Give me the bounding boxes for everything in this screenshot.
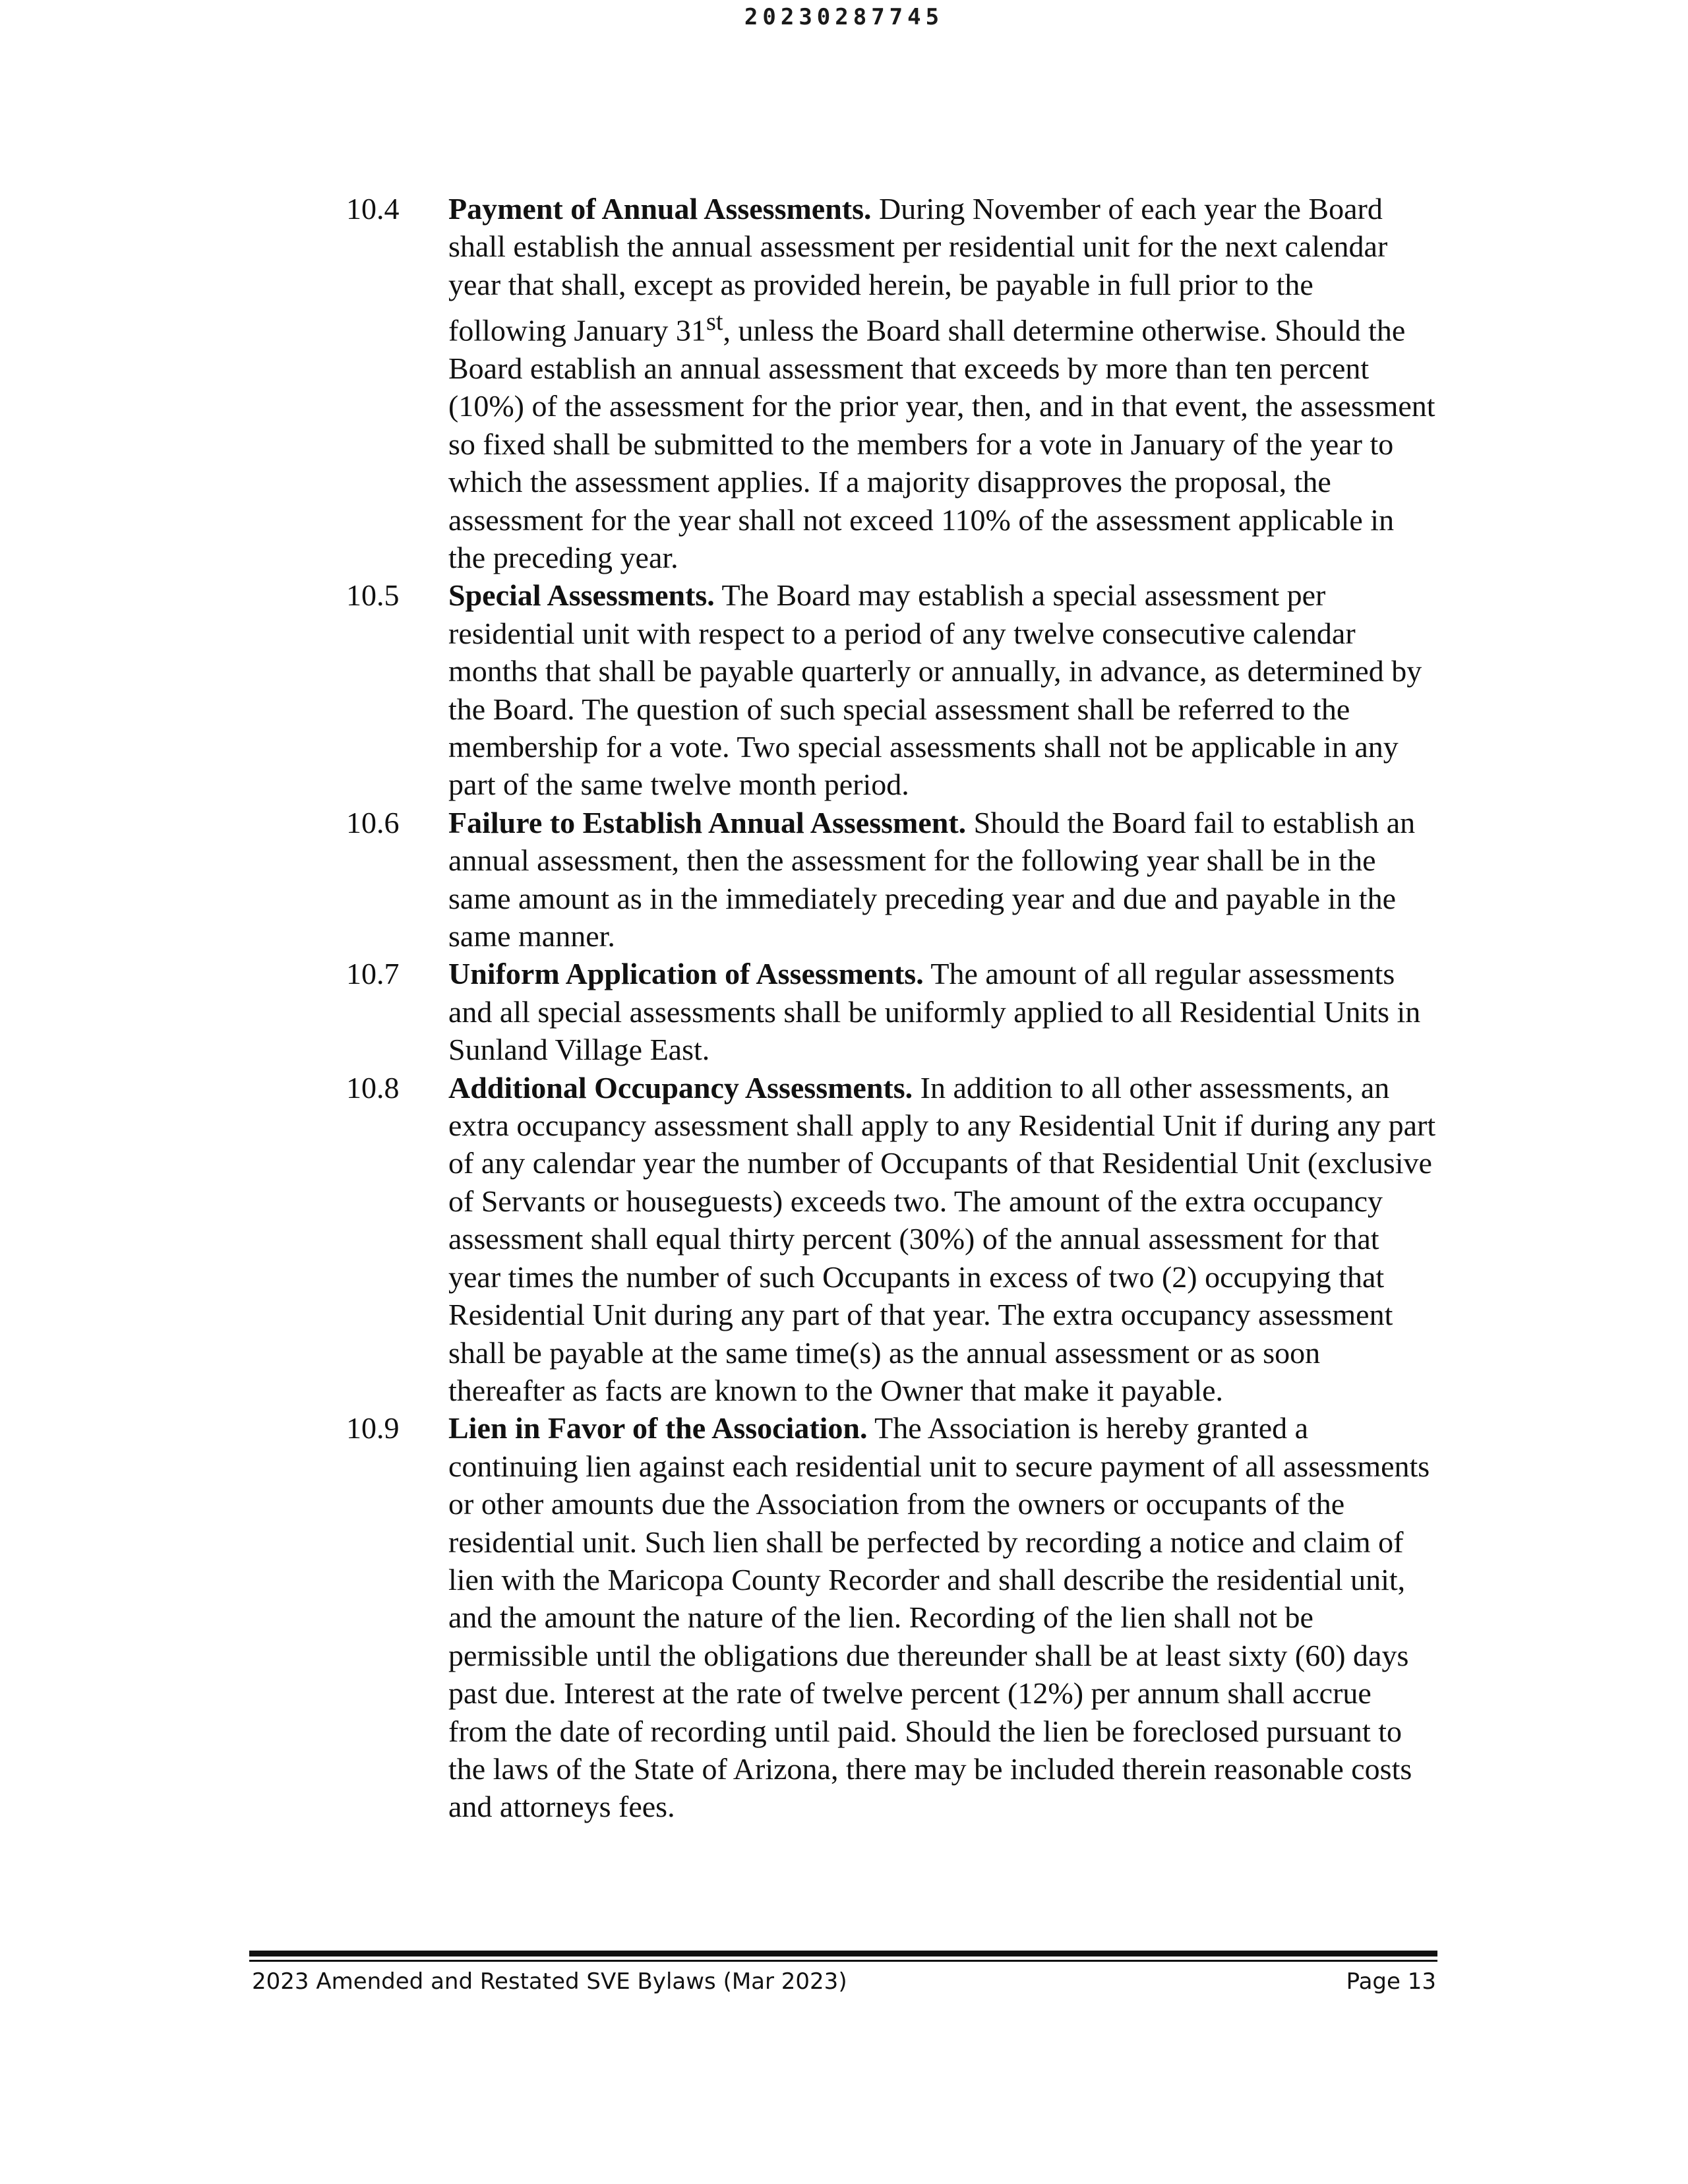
section-text: During November of each year the Board shall establish the annual assessment per residential unit for the next calendar year that shall, except as provided herein, be payable in full prior to the following January 31 [448, 192, 1388, 348]
footer-rule [249, 1951, 1437, 1957]
section-number: 10.6 [346, 805, 400, 839]
section-10-7 [346, 955, 1447, 1068]
bylaw-sections [346, 190, 1447, 1826]
section-number: 10.8 [346, 1070, 400, 1105]
footer-rule-thin [249, 1960, 1437, 1962]
section-title: Additional Occupancy Assessments. [448, 1070, 913, 1105]
section-text: The Association is hereby granted a continuing lien against each residential unit to secure payment of all assessments or other amounts due the Association from the owners or occupants of the residential unit. Such lien shall be perfected by recording a notice and claim of lien with the Maricopa County Recorder and shall describe the residential unit, and the amount the nature of the lien. Recording of the lien shall not be permissible until the obligations due thereunder shall be at least sixty (60) days past due. Interest at the rate of twelve percent (12%) per annum shall accrue from the date of recording until paid. Should the lien be foreclosed pursuant to the laws of the State of Arizona, there may be included therein reasonable costs and attorneys fees. [448, 1411, 1430, 1824]
section-body [448, 804, 1437, 956]
section-number: 10.7 [346, 957, 400, 991]
section-title: Payment of Annual Assessments. [448, 192, 872, 226]
section-body [448, 1069, 1437, 1410]
section-text: The Board may establish a special assessment per residential unit with respect to a period of any twelve consecutive calendar months that shall be payable quarterly or annually, in advance, as determined by the Board. The question of such special assessment shall be referred to the membership for a vote. Two special assessments shall not be applicable in any part of the same twelve month period. [448, 578, 1422, 802]
section-title: Failure to Establish Annual Assessment. [448, 805, 967, 839]
footer-document-title: 2023 Amended and Restated SVE Bylaws (Mar 2023) [252, 1968, 847, 1995]
footer-page-number: Page 13 [1346, 1968, 1436, 1995]
section-10-6 [346, 804, 1447, 956]
section-10-8 [346, 1069, 1447, 1410]
section-body [448, 955, 1437, 1068]
section-text: The amount of all regular assessments and all special assessments shall be uniformly applied to all Residential Units in Sunland Village East. [448, 957, 1421, 1067]
section-body [448, 1409, 1437, 1825]
section-text-continued: , unless the Board shall determine otherwise. Should the Board establish an annual assessment that exceeds by more than ten percent (10%) of the assessment for the prior year, then, and in that event, the assessment so fixed shall be submitted to the members for a vote in January of the year to which the assessment applies. If a majority disapproves the proposal, the assessment for the year shall not exceed 110% of the assessment applicable in the preceding year. [448, 313, 1435, 574]
document-number: 20230287745 [744, 4, 944, 30]
section-number: 10.4 [346, 192, 400, 226]
section-title: Uniform Application of Assessments. [448, 957, 924, 991]
section-10-5 [346, 576, 1447, 803]
section-title: Special Assessments. [448, 578, 715, 613]
section-text: In addition to all other assessments, an extra occupancy assessment shall apply to any Residential Unit if during any part of any calendar year the number of Occupants of that Residential Unit (exclusive of Servants or houseguests) exceeds two. The amount of the extra occupancy assessment shall equal thirty percent (30%) of the annual assessment for that year times the number of such Occupants in excess of two (2) occupying that Residential Unit during any part of that year. The extra occupancy assessment shall be payable at the same time(s) as the annual assessment or as soon thereafter as facts are known to the Owner that make it payable. [448, 1070, 1436, 1407]
page-footer [252, 1968, 1436, 1995]
section-body [448, 190, 1437, 576]
section-text: Should the Board fail to establish an annual assessment, then the assessment for the following year shall be in the same amount as in the immediately preceding year and due and payable in the same manner. [448, 805, 1416, 954]
ordinal-suffix: st [706, 308, 723, 336]
section-title: Lien in Favor of the Association. [448, 1411, 868, 1445]
section-body [448, 576, 1437, 803]
section-number: 10.5 [346, 578, 400, 613]
section-10-4 [346, 190, 1447, 576]
section-10-9 [346, 1409, 1447, 1825]
section-number: 10.9 [346, 1411, 400, 1445]
